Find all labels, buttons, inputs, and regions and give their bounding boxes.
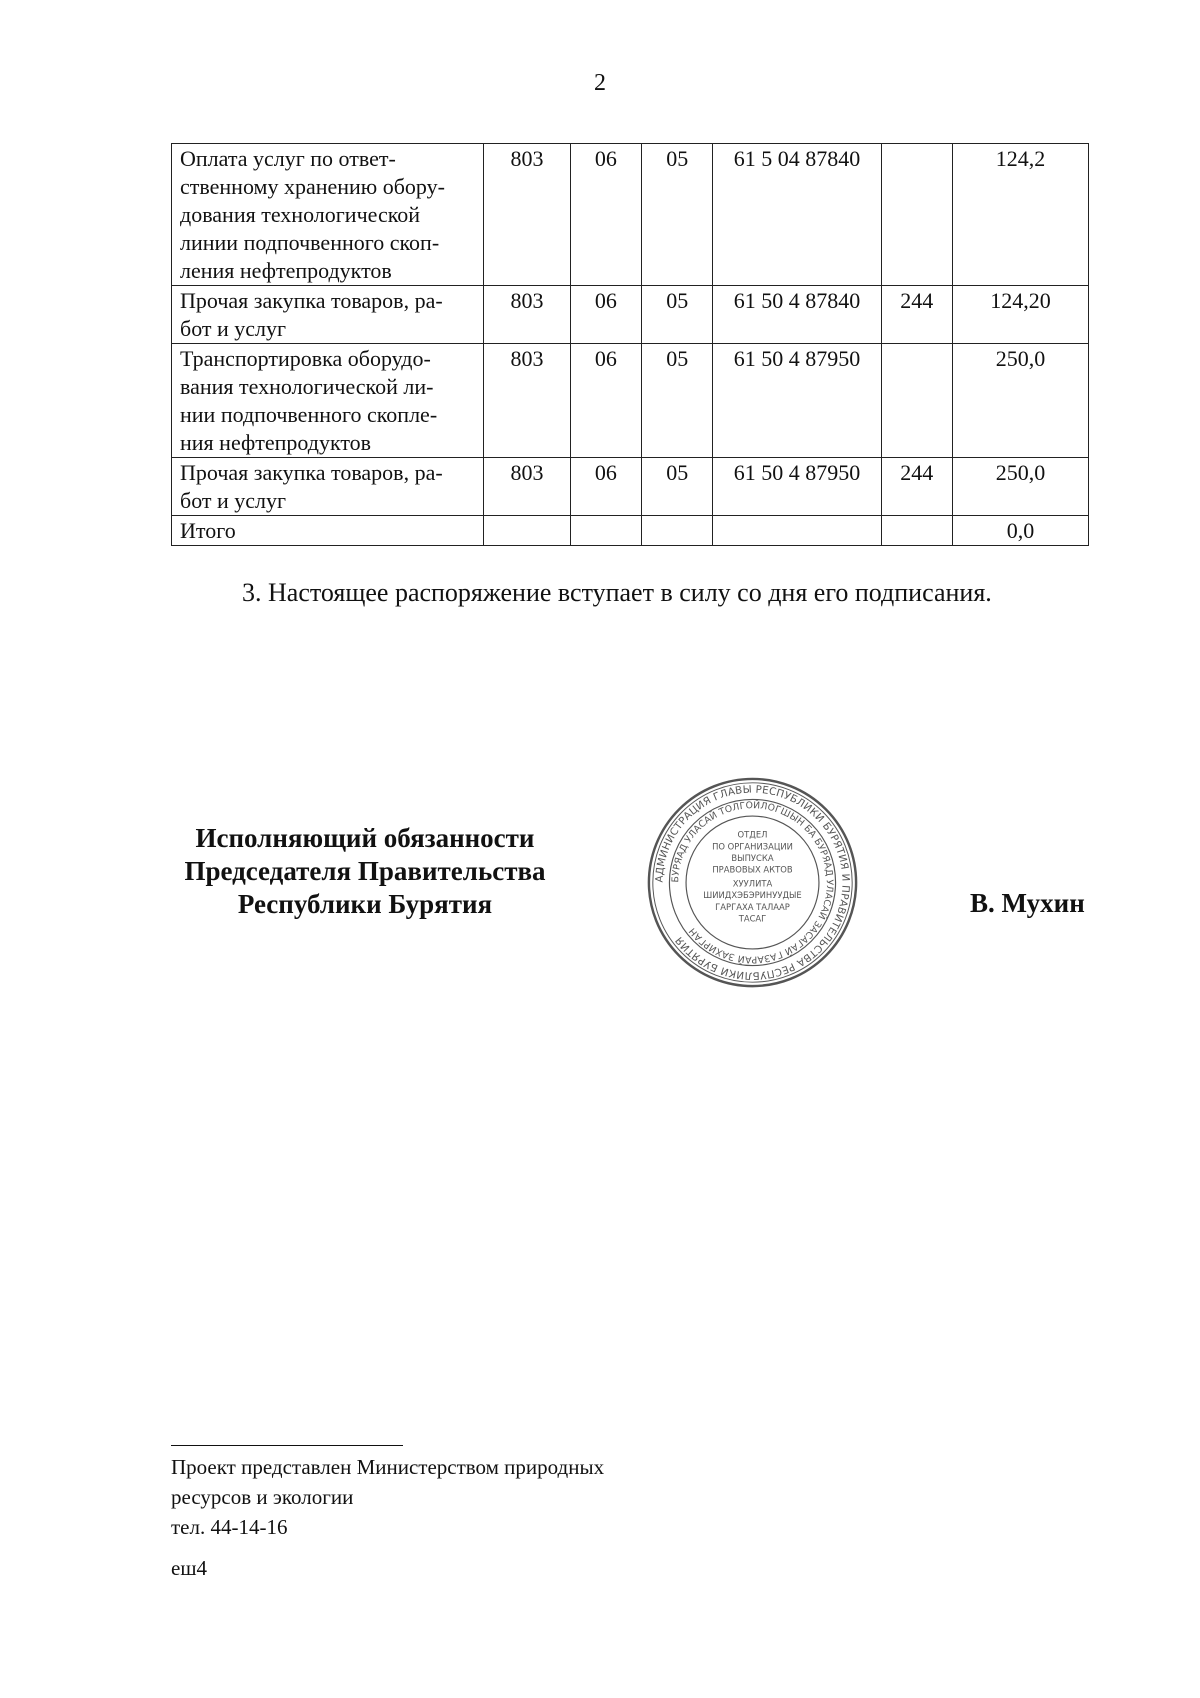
stamp-inner-text: БУРЯАД УЛАСАЙ ТОЛГОЙЛОГШЫН БА БУРЯАД УЛАСАЙ ЗАСАГАЙ ГАЗАРАЙ ЗАХИРГАН	[670, 800, 835, 965]
page-number: 2	[594, 70, 606, 96]
signatory-name: В. Мухин	[970, 888, 1085, 918]
budget-table	[171, 143, 1089, 546]
amount-cell: 124,2	[953, 144, 1089, 286]
description-line: Прочая закупка товаров, ра-	[180, 460, 443, 485]
table-row	[172, 458, 1089, 516]
signatory-title	[175, 822, 555, 921]
signatory-title-line: Председателя Правительства	[184, 856, 546, 886]
target-article-cell: 61 50 4 87950	[713, 458, 881, 516]
document-code: еш4	[171, 1556, 207, 1580]
expense-type-cell	[881, 144, 953, 286]
description-line: ния нефтепродуктов	[180, 430, 372, 455]
table-row	[172, 144, 1089, 286]
target-article-cell: 61 50 4 87950	[713, 344, 881, 458]
footnote-divider	[171, 1445, 403, 1446]
footnote-line: Проект представлен Министерством природных	[171, 1455, 605, 1479]
table-row	[172, 286, 1089, 344]
amount-cell: 250,0	[953, 458, 1089, 516]
subsection-cell: 05	[642, 144, 713, 286]
subsection-cell: 05	[642, 344, 713, 458]
description-line: ственному хранению обору-	[180, 174, 445, 199]
description-cell	[172, 286, 484, 344]
amount-cell: 124,20	[953, 286, 1089, 344]
ministry-code-cell: 803	[484, 286, 570, 344]
stamp-center-line: ОТДЕЛ	[737, 829, 768, 840]
description-cell	[172, 516, 484, 546]
target-article-cell: 61 5 04 87840	[713, 144, 881, 286]
footnote	[171, 1452, 604, 1542]
ministry-code-cell	[484, 516, 570, 546]
target-article-cell: 61 50 4 87840	[713, 286, 881, 344]
signatory-title-line: Республики Бурятия	[237, 889, 493, 919]
subsection-cell: 05	[642, 458, 713, 516]
description-line: Прочая закупка товаров, ра-	[180, 288, 443, 313]
footnote-line: тел. 44-14-16	[171, 1515, 288, 1539]
description-line: Оплата услуг по ответ-	[180, 146, 396, 171]
section-cell: 06	[570, 344, 641, 458]
amount-cell: 250,0	[953, 344, 1089, 458]
paragraph-3: 3. Настоящее распоряжение вступает в силу со дня его подписания.	[242, 578, 992, 607]
description-cell	[172, 458, 484, 516]
ministry-code-cell: 803	[484, 144, 570, 286]
expense-type-cell	[881, 344, 953, 458]
stamp-center-line: ТАСАГ	[738, 913, 767, 924]
official-stamp	[645, 775, 860, 990]
signatory-title-line: Исполняющий обязанности	[195, 823, 535, 853]
description-line: бот и услуг	[180, 316, 287, 341]
stamp-center-line: ВЫПУСКА	[731, 853, 774, 863]
ministry-code-cell: 803	[484, 344, 570, 458]
description-line: ления нефтепродуктов	[180, 258, 392, 283]
subsection-cell	[642, 516, 713, 546]
table-row	[172, 344, 1089, 458]
description-cell	[172, 144, 484, 286]
expense-type-cell: 244	[881, 286, 953, 344]
section-cell: 06	[570, 144, 641, 286]
description-line: Итого	[180, 518, 236, 543]
section-cell: 06	[570, 458, 641, 516]
target-article-cell	[713, 516, 881, 546]
expense-type-cell	[881, 516, 953, 546]
stamp-outer-text: АДМИНИСТРАЦИЯ ГЛАВЫ РЕСПУБЛИКИ БУРЯТИЯ И ПРАВИТЕЛЬСТВА РЕСПУБЛИКИ БУРЯТИЯ	[653, 783, 852, 982]
description-line: нии подпочвенного скопле-	[180, 402, 438, 427]
description-line: бот и услуг	[180, 488, 287, 513]
expense-type-cell: 244	[881, 458, 953, 516]
description-line: линии подпочвенного скоп-	[180, 230, 440, 255]
description-line: вания технологической ли-	[180, 374, 434, 399]
stamp-center-line: ШИИДХЭБЭРИНУУДЫЕ	[703, 890, 802, 901]
stamp-center-line: ХУУЛИТА	[732, 878, 773, 889]
budget-table-body	[172, 144, 1089, 546]
ministry-code-cell: 803	[484, 458, 570, 516]
description-cell	[172, 344, 484, 458]
stamp-center-line: ПРАВОВЫХ АКТОВ	[712, 864, 793, 875]
subsection-cell: 05	[642, 286, 713, 344]
table-row	[172, 516, 1089, 546]
section-cell: 06	[570, 286, 641, 344]
description-line: Транспортировка оборудо-	[180, 346, 431, 371]
footnote-line: ресурсов и экологии	[171, 1485, 354, 1509]
section-cell	[570, 516, 641, 546]
amount-cell: 0,0	[953, 516, 1089, 546]
description-line: дования технологической	[180, 202, 421, 227]
stamp-center-line: ПО ОРГАНИЗАЦИИ	[712, 841, 793, 852]
stamp-center-line: ГАРГАХА ТАЛААР	[715, 901, 790, 912]
